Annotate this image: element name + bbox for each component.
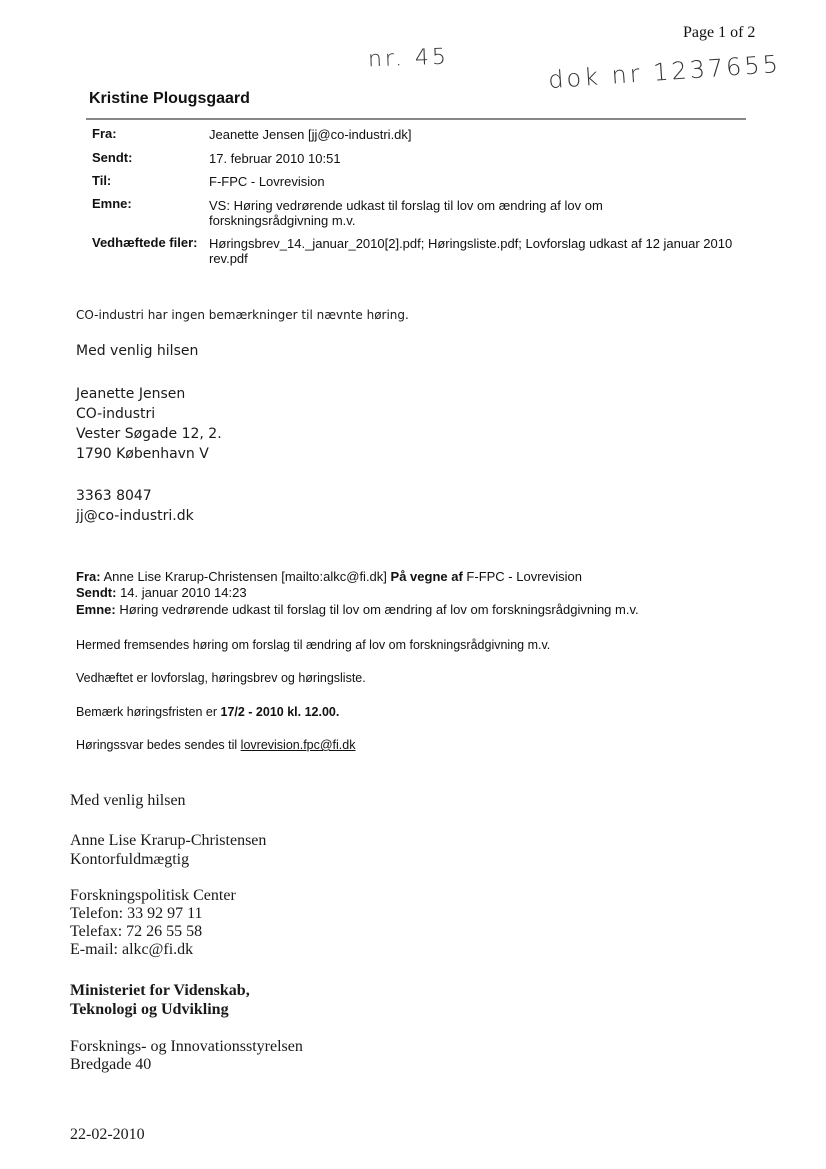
ministry-line-1: Ministeriet for Videnskab, <box>70 982 250 999</box>
mailbox-owner-name: Kristine Plougsgaard <box>89 90 250 107</box>
reply-to-email-link[interactable]: lovrevision.fpc@fi.dk <box>240 738 356 752</box>
subject-value: VS: Høring vedrørende udkast til forslag til lov om ændring af lov om forskningsrådgivning m.v. <box>209 198 603 228</box>
reply-greeting: Med venlig hilsen <box>76 343 199 359</box>
forwarded-paragraph-2: Vedhæftet er lovforslag, høringsbrev og høringsliste. <box>76 671 366 685</box>
from-value: Jeanette Jensen [jj@co-industri.dk] <box>209 127 412 142</box>
closing-email[interactable]: E-mail: alkc@fi.dk <box>70 941 194 958</box>
reply-to-line <box>76 738 356 752</box>
page-number: Page 1 of 2 <box>683 24 756 41</box>
closing-fax: Telefax: 72 26 55 58 <box>70 923 203 940</box>
closing-organization: Forskningspolitisk Center <box>70 887 236 904</box>
closing-signature <box>70 831 266 869</box>
closing-phone: Telefon: 33 92 97 11 <box>70 905 203 922</box>
forwarded-sent-label: Sendt: <box>76 585 117 600</box>
to-label: Til: <box>92 173 112 188</box>
sent-value: 17. februar 2010 10:51 <box>209 151 341 166</box>
closing-greeting: Med venlig hilsen <box>70 792 186 809</box>
subject-label: Emne: <box>92 196 132 211</box>
signature-street: Vester Søgade 12, 2. <box>76 426 222 442</box>
closing-name: Anne Lise Krarup-Christensen <box>70 832 267 849</box>
ministry-name <box>70 981 250 1019</box>
forwarded-paragraph-1: Hermed fremsendes høring om forslag til ændring af lov om forskningsrådgivning m.v. <box>76 638 551 652</box>
forwarded-subject-line <box>76 602 639 617</box>
forwarded-from: Anne Lise Krarup-Christensen [mailto:alkc@fi.dk] <box>103 569 387 584</box>
signature-city: 1790 København V <box>76 446 209 462</box>
agency-block <box>70 1038 303 1074</box>
forwarded-sent-line <box>76 585 247 600</box>
forwarded-subject: Høring vedrørende udkast til forslag til lov om ændring af lov om forskningsrådgivning m.v. <box>119 602 639 617</box>
from-label: Fra: <box>92 126 117 141</box>
sent-label: Sendt: <box>92 150 133 165</box>
reply-to-prefix: Høringssvar bedes sendes til <box>76 738 238 752</box>
reply-phone: 3363 8047 <box>76 488 152 504</box>
reply-body: CO-industri har ingen bemærkninger til nævnte høring. <box>76 308 409 322</box>
forwarded-from-label: Fra: <box>76 569 101 584</box>
agency-name: Forsknings- og Innovationsstyrelsen <box>70 1038 303 1055</box>
deadline-line <box>76 705 339 719</box>
attachments-value[interactable]: Høringsbrev_14._januar_2010[2].pdf; Høringsliste.pdf; Lovforslag udkast af 12 januar 2010 rev.pdf <box>209 236 733 266</box>
signature-company: CO-industri <box>76 406 156 422</box>
ministry-line-2: Teknologi og Udvikling <box>70 1001 229 1018</box>
on-behalf-label: På vegne af <box>390 569 463 584</box>
handwritten-nr-note: nr. 45 <box>367 44 450 73</box>
reply-contact <box>76 486 194 526</box>
forwarded-sent: 14. januar 2010 14:23 <box>120 585 247 600</box>
signature-name: Jeanette Jensen <box>76 386 186 402</box>
handwritten-document-number: dok nr 1237655 <box>547 49 782 95</box>
forwarded-from-line <box>76 569 582 584</box>
header-divider <box>86 118 746 120</box>
footer-date: 22-02-2010 <box>70 1126 145 1143</box>
closing-organization-block <box>70 887 236 959</box>
forwarded-subject-label: Emne: <box>76 602 116 617</box>
deadline-prefix: Bemærk høringsfristen er <box>76 705 218 719</box>
reply-email[interactable]: jj@co-industri.dk <box>76 508 194 524</box>
agency-address: Bredgade 40 <box>70 1056 152 1073</box>
attachments-label: Vedhæftede filer: <box>92 235 198 250</box>
deadline-value: 17/2 - 2010 kl. 12.00. <box>220 705 340 719</box>
closing-title: Kontorfuldmægtig <box>70 851 190 868</box>
to-value: F-FPC - Lovrevision <box>209 174 325 189</box>
on-behalf-value: F-FPC - Lovrevision <box>466 569 582 584</box>
reply-signature <box>76 384 222 464</box>
